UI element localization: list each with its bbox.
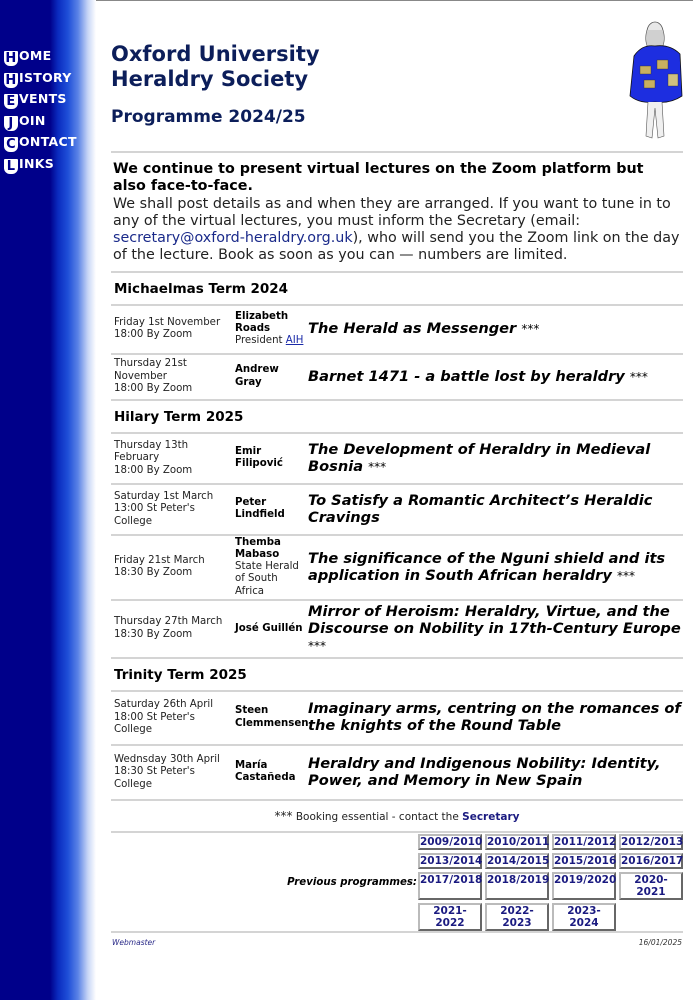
previous-programme-link[interactable]: 2012/2013 [621,836,684,849]
speaker-name: Themba Mabaso [235,536,281,560]
lecture-title: The Herald as Messenger *** [308,320,540,338]
lecture-title: To Satisfy a Romantic Architect’s Heraldic Cravings [308,491,653,526]
event-row: Friday 21st March 18:30 By Zoom Themba Mabaso State Herald of South Africa The significance of the Nguni shield and its application in South African heraldry *** [111,536,683,601]
previous-programme-link[interactable]: 2018/2019 [485,872,549,900]
top-border [0,0,693,1]
previous-programme-link[interactable]: 2009/2010 [420,836,483,849]
shield-initial-icon: E [4,94,18,109]
nav-contact[interactable]: C ONTACT [4,131,77,153]
previous-programme-link[interactable]: 2020-2021 [619,872,683,900]
booking-note: *** Booking essential - contact the Secretary [274,808,520,823]
previous-programmes [111,833,684,930]
aih-link[interactable]: AIH [285,335,304,347]
previous-programme-link[interactable]: 2021-2022 [418,903,482,931]
event-row: Friday 1st November 18:00 By Zoom Elizabeth Roads President AIH The Herald as Messenger *** [111,306,683,355]
previous-programmes-label: Previous programmes: [287,877,417,889]
sidebar [0,0,96,1000]
speaker-name: Steen Clemmensen [235,705,309,729]
previous-programme-link[interactable]: 2011/2012 [554,836,617,849]
speaker-name: Peter Lindfield [235,496,285,521]
shield-initial-icon: H [5,51,17,66]
shield-initial-icon: H [5,72,17,88]
term-heading: Trinity Term 2025 [114,666,247,683]
previous-programme-link[interactable]: 2014/2015 [487,855,550,868]
herald-figure-icon [620,18,690,143]
event-row: Thursday 27th March 18:30 By Zoom José Guillén Mirror of Heroism: Heraldry, Virtue, and the Discourse on Nobility in 17th-Century Europe *** [111,601,683,659]
lecture-title: Imaginary arms, centring on the romances of the knights of the Round Table [308,700,681,735]
lecture-title: Barnet 1471 - a battle lost by heraldry *** [308,367,648,385]
term-heading: Hilary Term 2025 [114,408,244,425]
event-row: Wednsday 30th April 18:30 St Peter's College María Castañeda Heraldry and Indigenous Nobility: Identity, Power, and Memory in New Spain [111,746,683,801]
speaker-name: José Guillén [235,622,303,634]
shield-initial-icon: C [4,137,18,152]
previous-programme-link[interactable]: 2016/2017 [621,855,684,868]
programme-title: Programme 2024/25 [111,107,306,127]
previous-programme-link[interactable]: 2017/2018 [418,872,482,900]
lecture-title: Mirror of Heroism: Heraldry, Virtue, and the Discourse on Nobility in 17th-Century Europe *** [308,602,681,653]
nav-history[interactable]: H ISTORY [5,69,72,88]
previous-programmes-grid [418,834,683,931]
speaker-name: Andrew Gray [235,364,279,388]
last-updated: 16/01/2025 [638,937,682,947]
shield-initial-icon: L [4,159,18,174]
event-row: Saturday 1st March 13:00 St Peter's College Peter Lindfield To Satisfy a Romantic Architect’s Heraldic Cravings [111,485,683,536]
nav-home[interactable]: H OME [5,48,52,66]
speaker-name: María Castañeda [235,759,296,784]
secretary-email-link[interactable]: secretary@oxford-heraldry.org.uk [113,230,353,247]
previous-programme-link[interactable]: 2010/2011 [487,836,550,849]
nav-join[interactable]: J OIN [4,110,77,132]
header [111,42,320,127]
event-row: Saturday 26th April 18:00 St Peter's College Steen Clemmensen Imaginary arms, centring on the romances of the knights of the Round Table [111,692,683,746]
intro-text: We continue to present virtual lectures on the Zoom platform but also face-to-face. We shall post details as and when they are arranged. If you want to tune in to any of the virtual lectures, you must inform the Secretary (email: secretary@oxford-heraldry.org.uk), who will send you the Zoom link on the day of the lecture. Book as soon as you can — numbers are limited. [113,161,680,264]
shield-initial-icon: J [4,116,18,131]
previous-programme-link[interactable]: 2019/2020 [552,872,616,900]
site-title: Oxford University Heraldry Society [111,42,320,91]
previous-programme-link[interactable]: 2015/2016 [554,855,617,868]
speaker-name: Elizabeth Roads [235,310,289,335]
nav-events[interactable]: E VENTS [4,88,77,110]
event-row: Thursday 13th February 18:00 By Zoom Emir Filipović The Development of Heraldry in Medieval Bosnia *** [111,434,683,485]
term-heading: Michaelmas Term 2024 [114,280,289,297]
main-content [111,151,683,952]
event-row: Thursday 21st November 18:00 By Zoom Andrew Gray Barnet 1471 - a battle lost by heraldry *** [111,355,683,401]
nav-links[interactable]: L INKS [4,153,77,175]
previous-programme-link[interactable]: 2022-2023 [485,903,549,931]
speaker-name: Emir Filipović [235,445,283,470]
previous-programme-link[interactable]: 2023-2024 [552,903,616,931]
lecture-title: The Development of Heraldry in Medieval Bosnia *** [308,440,651,475]
secretary-link[interactable]: Secretary [462,810,520,823]
previous-programme-link[interactable]: 2013/2014 [420,855,483,868]
lecture-title: Heraldry and Indigenous Nobility: Identity, Power, and Memory in New Spain [308,754,661,789]
footer [111,933,683,952]
main-nav [4,45,77,174]
webmaster-link[interactable]: Webmaster [112,937,156,947]
lecture-title: The significance of the Nguni shield and its application in South African heraldry *** [308,549,666,584]
